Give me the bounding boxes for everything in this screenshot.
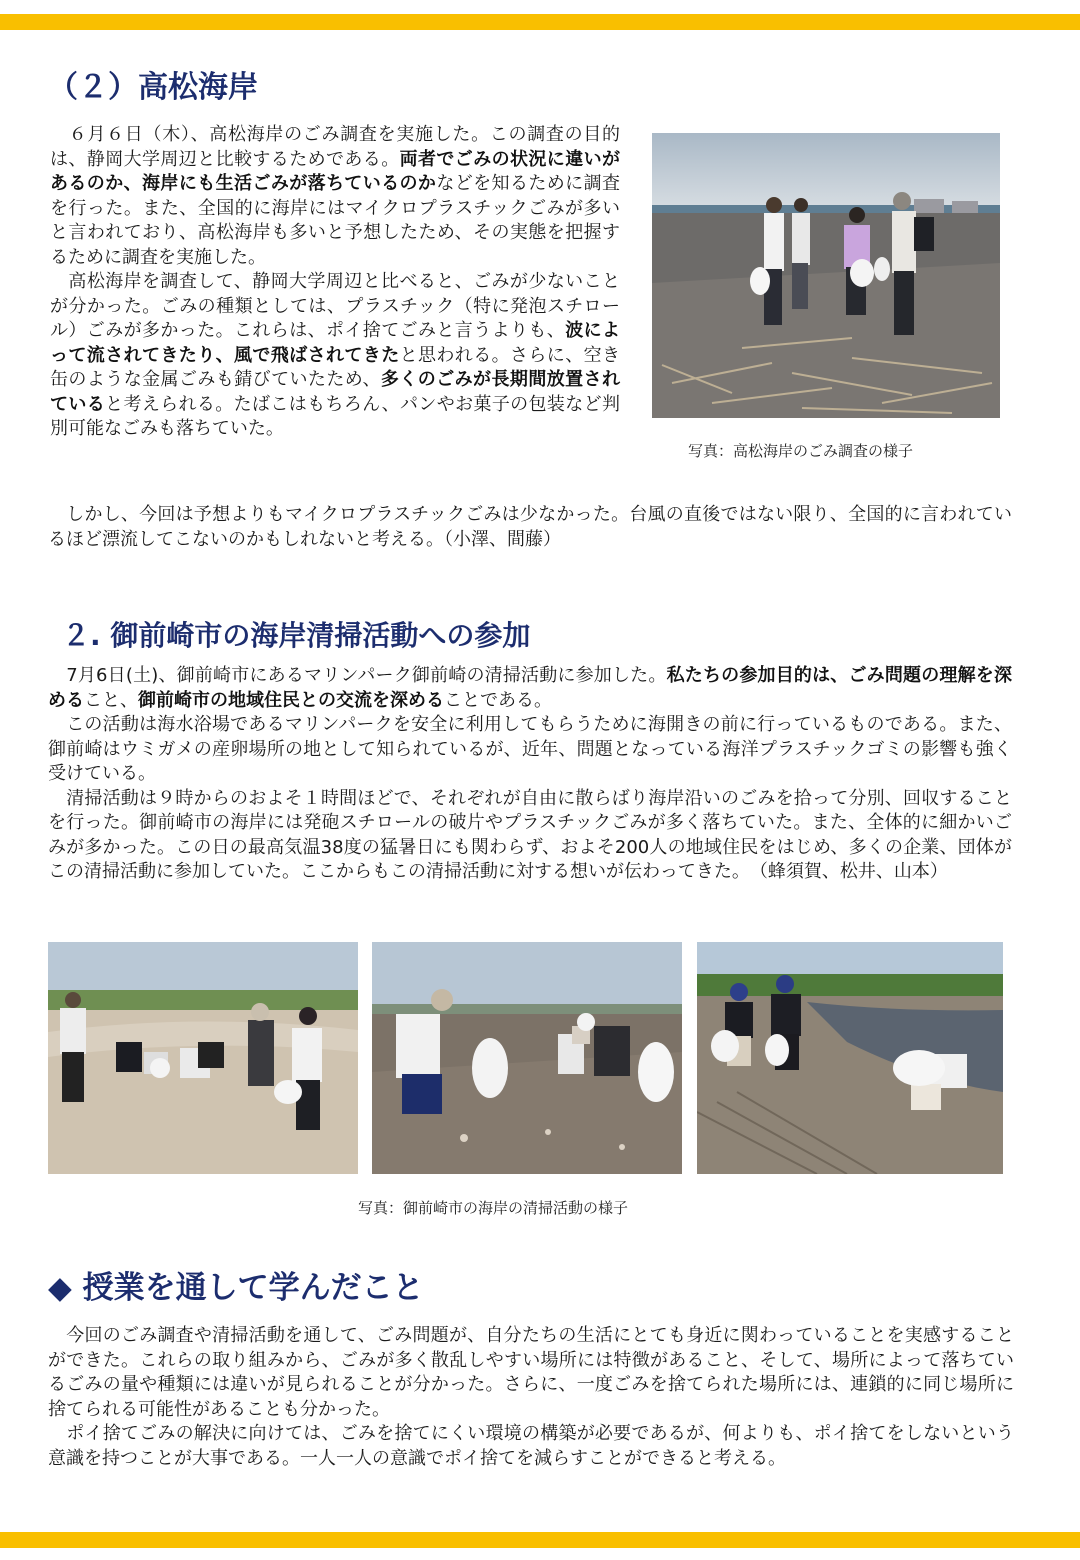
omaezaki-paragraphs — [48, 664, 1012, 885]
takamatsu-conclusion: しかし、今回は予想よりもマイクロプラスチックごみは少なかった。台風の直後ではない限り、全国的に言われているほど漂流してこないのかもしれないと考える。（小澤、間藤） — [48, 504, 1012, 550]
bottom-accent-bar — [0, 1532, 1080, 1548]
photo-caption-omaezaki: 写真：御前崎市の海岸の清掃活動の様子 — [358, 1199, 629, 1217]
learned-paragraphs — [48, 1324, 1014, 1471]
text-span: こと、 — [84, 689, 138, 711]
text-span: と考えられる。たばこはもちろん、パンやお菓子の包装など判別可能なごみも落ちていた。 — [50, 393, 621, 439]
text-span: この活動は海水浴場であるマリンパークを安全に利用してもらうために海開きの前に行っているものである。また、御前崎はウミガメの産卵場所の地として知られているが、近年、問題となっている海洋プラスチックゴミの影響も強く受けている。 — [48, 714, 1013, 784]
section-heading-learned: ◆ 授業を通して学んだこと — [48, 1270, 424, 1306]
text-span: 高松海岸を調査して、静岡大学周辺と比べると、ごみが少ないことが分かった。ごみの種類としては、プラスチック（特に発泡スチロール）ごみが多かった。これらは、ポイ捨てごみと言うよりも、 — [50, 271, 620, 341]
omaezaki-photo-3 — [697, 942, 1003, 1174]
omaezaki-photo-1 — [48, 942, 358, 1174]
text-span: などを知るために調査を行った。また、全国的に海岸にはマイクロプラスチックごみが多いと言われており、高松海岸も多いと予想したため、その実態を把握するために調査を実施した。 — [50, 173, 620, 268]
omaezaki-photo-2 — [372, 942, 682, 1174]
section-heading-takamatsu: （２）高松海岸 — [48, 70, 258, 105]
takamatsu-survey-photo — [652, 133, 1000, 418]
emphasis-text: 私たちの参加目的は、ごみ問題の理解を深める — [48, 665, 1012, 711]
text-span: 今回のごみ調査や清掃活動を通して、ごみ問題が、自分たちの生活にとても身近に関わっていることを実感することができた。これらの取り組みから、ごみが多く散乱しやすい場所には特徴があること、そして、場所によって落ちているごみの量や種類には違いが見られることが分かった。さらに、一度ごみを捨てられた場所には、連鎖的に同じ場所に捨てられる可能性があることも分かった。 — [48, 1325, 1014, 1420]
photo-caption-takamatsu: 写真：高松海岸のごみ調査の様子 — [688, 442, 914, 460]
top-accent-bar — [0, 14, 1080, 30]
text-span: ６月６日（木）、高松海岸のごみ調査を実施した。この調査の目的は、静岡大学周辺と比較するためである。 — [50, 124, 620, 170]
emphasis-text: 御前崎市の地域住民との交流を深める — [138, 689, 444, 711]
section-heading-omaezaki: ２. 御前崎市の海岸清掃活動への参加 — [62, 619, 531, 652]
text-span: と思われる。さらに、空き缶のような金属ごみも錆びていたため、 — [50, 344, 621, 390]
takamatsu-paragraphs — [50, 123, 620, 442]
text-span: ことである。 — [444, 689, 552, 711]
emphasis-text: 両者でごみの状況に違いがあるのか、海岸にも生活ごみが落ちているのか — [50, 148, 621, 194]
text-span: 清掃活動は９時からのおよそ１時間ほどで、それぞれが自由に散らばり海岸沿いのごみを拾って分別、回収することを行った。御前崎市の海岸には発砲スチロールの破片やプラスチックごみが多く落ちていた。また、全体的に細かいごみが多かった。この日の最高気温38度の猛暑日にも関わらず、およそ200人の地域住民をはじめ、多くの企業、団体がこの清掃活動に参加していた。ここからもこの清掃活動に対する想いが伝わってきた。 （蜂須賀、松井、山本） — [48, 787, 1012, 882]
text-span: 7月6日(土)、御前崎市にあるマリンパーク御前崎の清掃活動に参加した。 — [48, 665, 667, 686]
emphasis-text: 多くのごみが長期間放置されている — [50, 369, 621, 415]
text-span: ポイ捨てごみの解決に向けては、ごみを捨てにくい環境の構築が必要であるが、何よりも、ポイ捨てをしないという意識を持つことが大事である。一人一人の意識でポイ捨てを減らすことができると考える。 — [48, 1423, 1014, 1469]
emphasis-text: 波によって流されてきたり、風で飛ばされてきた — [50, 320, 621, 366]
